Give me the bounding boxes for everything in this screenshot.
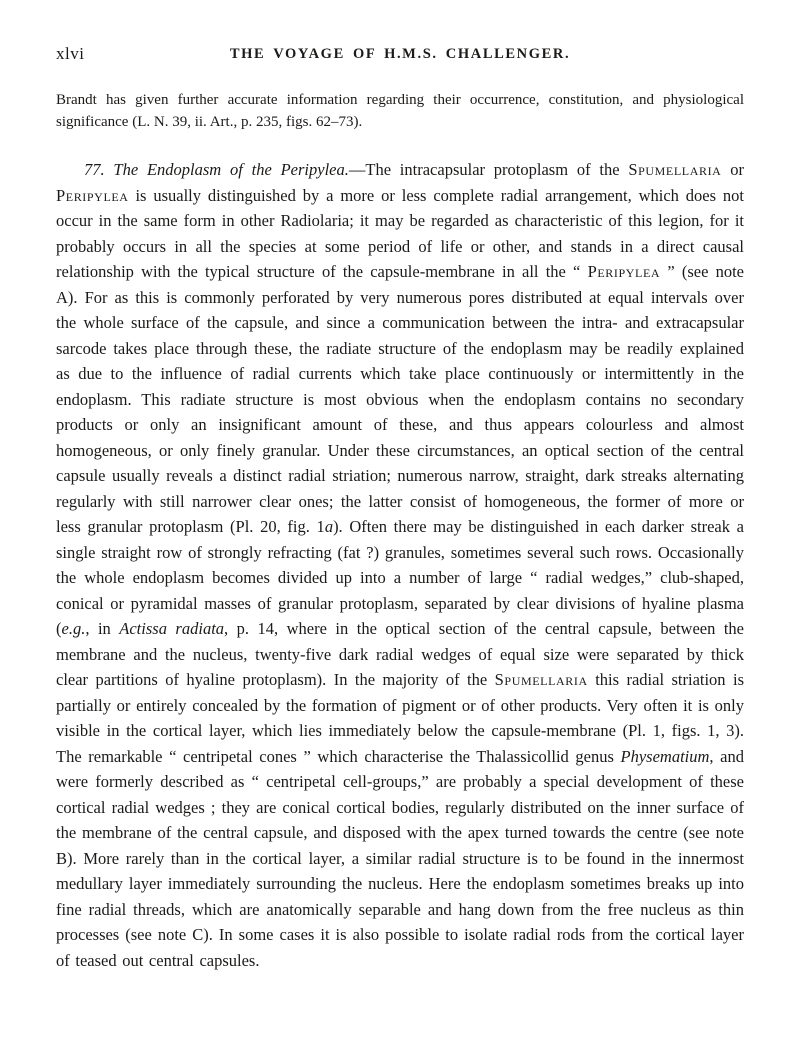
running-title: THE VOYAGE OF H.M.S. CHALLENGER. (229, 46, 571, 62)
section-77-paragraph: 77. The Endoplasm of the Peripylea.—The intracapsular protoplasm of the Spumellaria or Peripylea is usually distinguished by a more or less complete radial arrangement, which does not occur in the same form in other Radiolaria; it may be regarded as characteristic of this legion, for it probably occurs in all the species at some period of life or other, and stands in a direct causal relationship with the typical structure of the capsule-membrane in all the “ Peripylea ” (see note A). For as this is commonly perforated by very numerous pores distributed at equal intervals over the whole surface of the capsule, and since a communication between the intra- and extracapsular sarcode takes place through these, the radiate structure of the endoplasm may be readily explained as due to the influence of radial currents which take place continuously or intermittently in the endoplasm. This radiate structure is most obvious when the endoplasm contains no secondary products or only an insignificant amount of these, and thus appears colourless and almost homogeneous, or only finely granular. Under these circumstances, an optical section of the central capsule usually reveals a distinct radial striation; numerous narrow, straight, dark streaks alternating regularly with still narrower clear ones; the latter consist of homogeneous, the former of more or less granular protoplasm (Pl. 20, fig. 1a). Often there may be distinguished in each darker streak a single straight row of strongly refracting (fat ?) granules, sometimes several such rows. Occasionally the whole endoplasm becomes divided up into a number of large “ radial wedges,” club-shaped, conical or pyramidal masses of granular protoplasm, separated by clear divisions of hyaline plasma (e.g., in Actissa radiata, p. 14, where in the optical section of the central capsule, between the membrane and the nucleus, twenty-five dark radial wedges of equal size were separated by thick clear partitions of hyaline protoplasm). In the majority of the Spumellaria this radial striation is partially or entirely concealed by the formation of pigment or of other products. Very often it is only visible in the cortical layer, which lies immediately below the capsule-membrane (Pl. 1, figs. 1, 3). The remarkable “ centripetal cones ” which characterise the Thalassicollid genus Physematium, and were formerly described as “ centripetal cell-groups,” are probably a special development of these cortical radial wedges ; they are conical cortical bodies, regularly distributed on the inner surface of the membrane of the central capsule, and disposed with the apex turned towards the centre (see note B). More rarely than in the cortical layer, a similar radial structure is to be found in the innermost medullary layer immediately surrounding the nucleus. Here the endoplasm sometimes breaks up into fine radial threads, which are anatomically separable and hang down from the free nucleus as thin processes (see note C). In some cases it is also possible to isolate radial rods from the cortical layer of teased out central capsules. (56, 160, 745, 970)
page-number: xlvi (56, 44, 85, 63)
note-paragraph: Brandt has given further accurate information regarding their occurrence, constitution, and physiological significance (L. N. 39, ii. Art., p. 235, figs. 62–73). (56, 92, 744, 130)
running-head (56, 44, 744, 66)
